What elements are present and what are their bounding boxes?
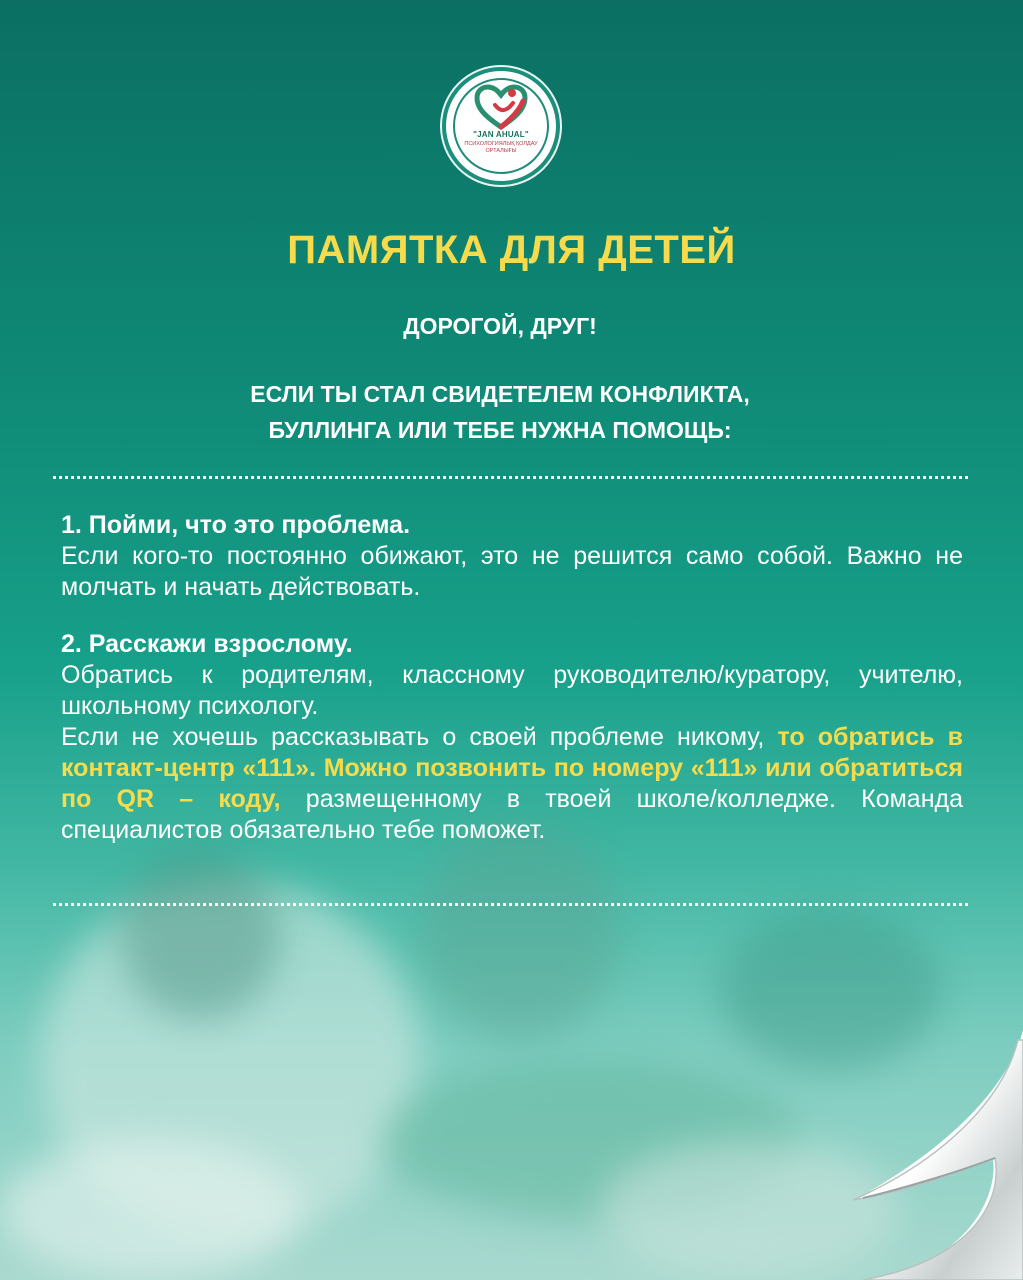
divider-bottom — [53, 903, 968, 906]
section-2-paragraph — [61, 722, 963, 846]
page-title: ПАМЯТКА ДЛЯ ДЕТЕЙ — [287, 228, 736, 272]
section-2-text-2: Если не хочешь рассказывать о своей проблеме никому, — [61, 723, 765, 751]
subtitle-line-1: ЕСЛИ ТЫ СТАЛ СВИДЕТЕЛЕМ КОНФЛИКТА, — [250, 381, 750, 407]
section-2-text-3: размещенному в твоей школе/колледже. Команда специалистов обязательно тебе поможет. — [61, 785, 963, 844]
heart-person-icon — [473, 83, 529, 131]
logo — [446, 71, 556, 181]
subtitle — [0, 376, 1000, 448]
logo-name: "JAN AHUAL" — [473, 130, 529, 139]
logo-subtitle: ПСИХОЛОГИЯЛЫҚ ҚОЛДАУ ОРТАЛЫҒЫ — [464, 141, 538, 154]
content — [61, 510, 963, 846]
section-2-text: Обратись к родителям, классному руководителю/куратору, учителю, школьному психологу. — [61, 661, 963, 720]
section-2-highlight: то обратись в контакт-центр «111». Можно позвонить по номеру «111» или обратиться по QR – коду, — [61, 723, 964, 813]
section-1-heading: 1. Пойми, что это проблема. — [61, 511, 411, 539]
subtitle-line-2: БУЛЛИНГА ИЛИ ТЕБЕ НУЖНА ПОМОЩЬ: — [268, 417, 732, 443]
section-1 — [61, 510, 963, 603]
page-curl-icon — [823, 1030, 1023, 1280]
greeting: ДОРОГОЙ, ДРУГ! — [403, 313, 597, 339]
divider-top — [53, 476, 968, 479]
section-1-text: Если кого-то постоянно обижают, это не решится само собой. Важно не молчать и начать действовать. — [61, 542, 963, 601]
section-gap — [61, 603, 963, 629]
section-2 — [61, 629, 963, 846]
section-2-heading: 2. Расскажи взрослому. — [61, 630, 353, 658]
